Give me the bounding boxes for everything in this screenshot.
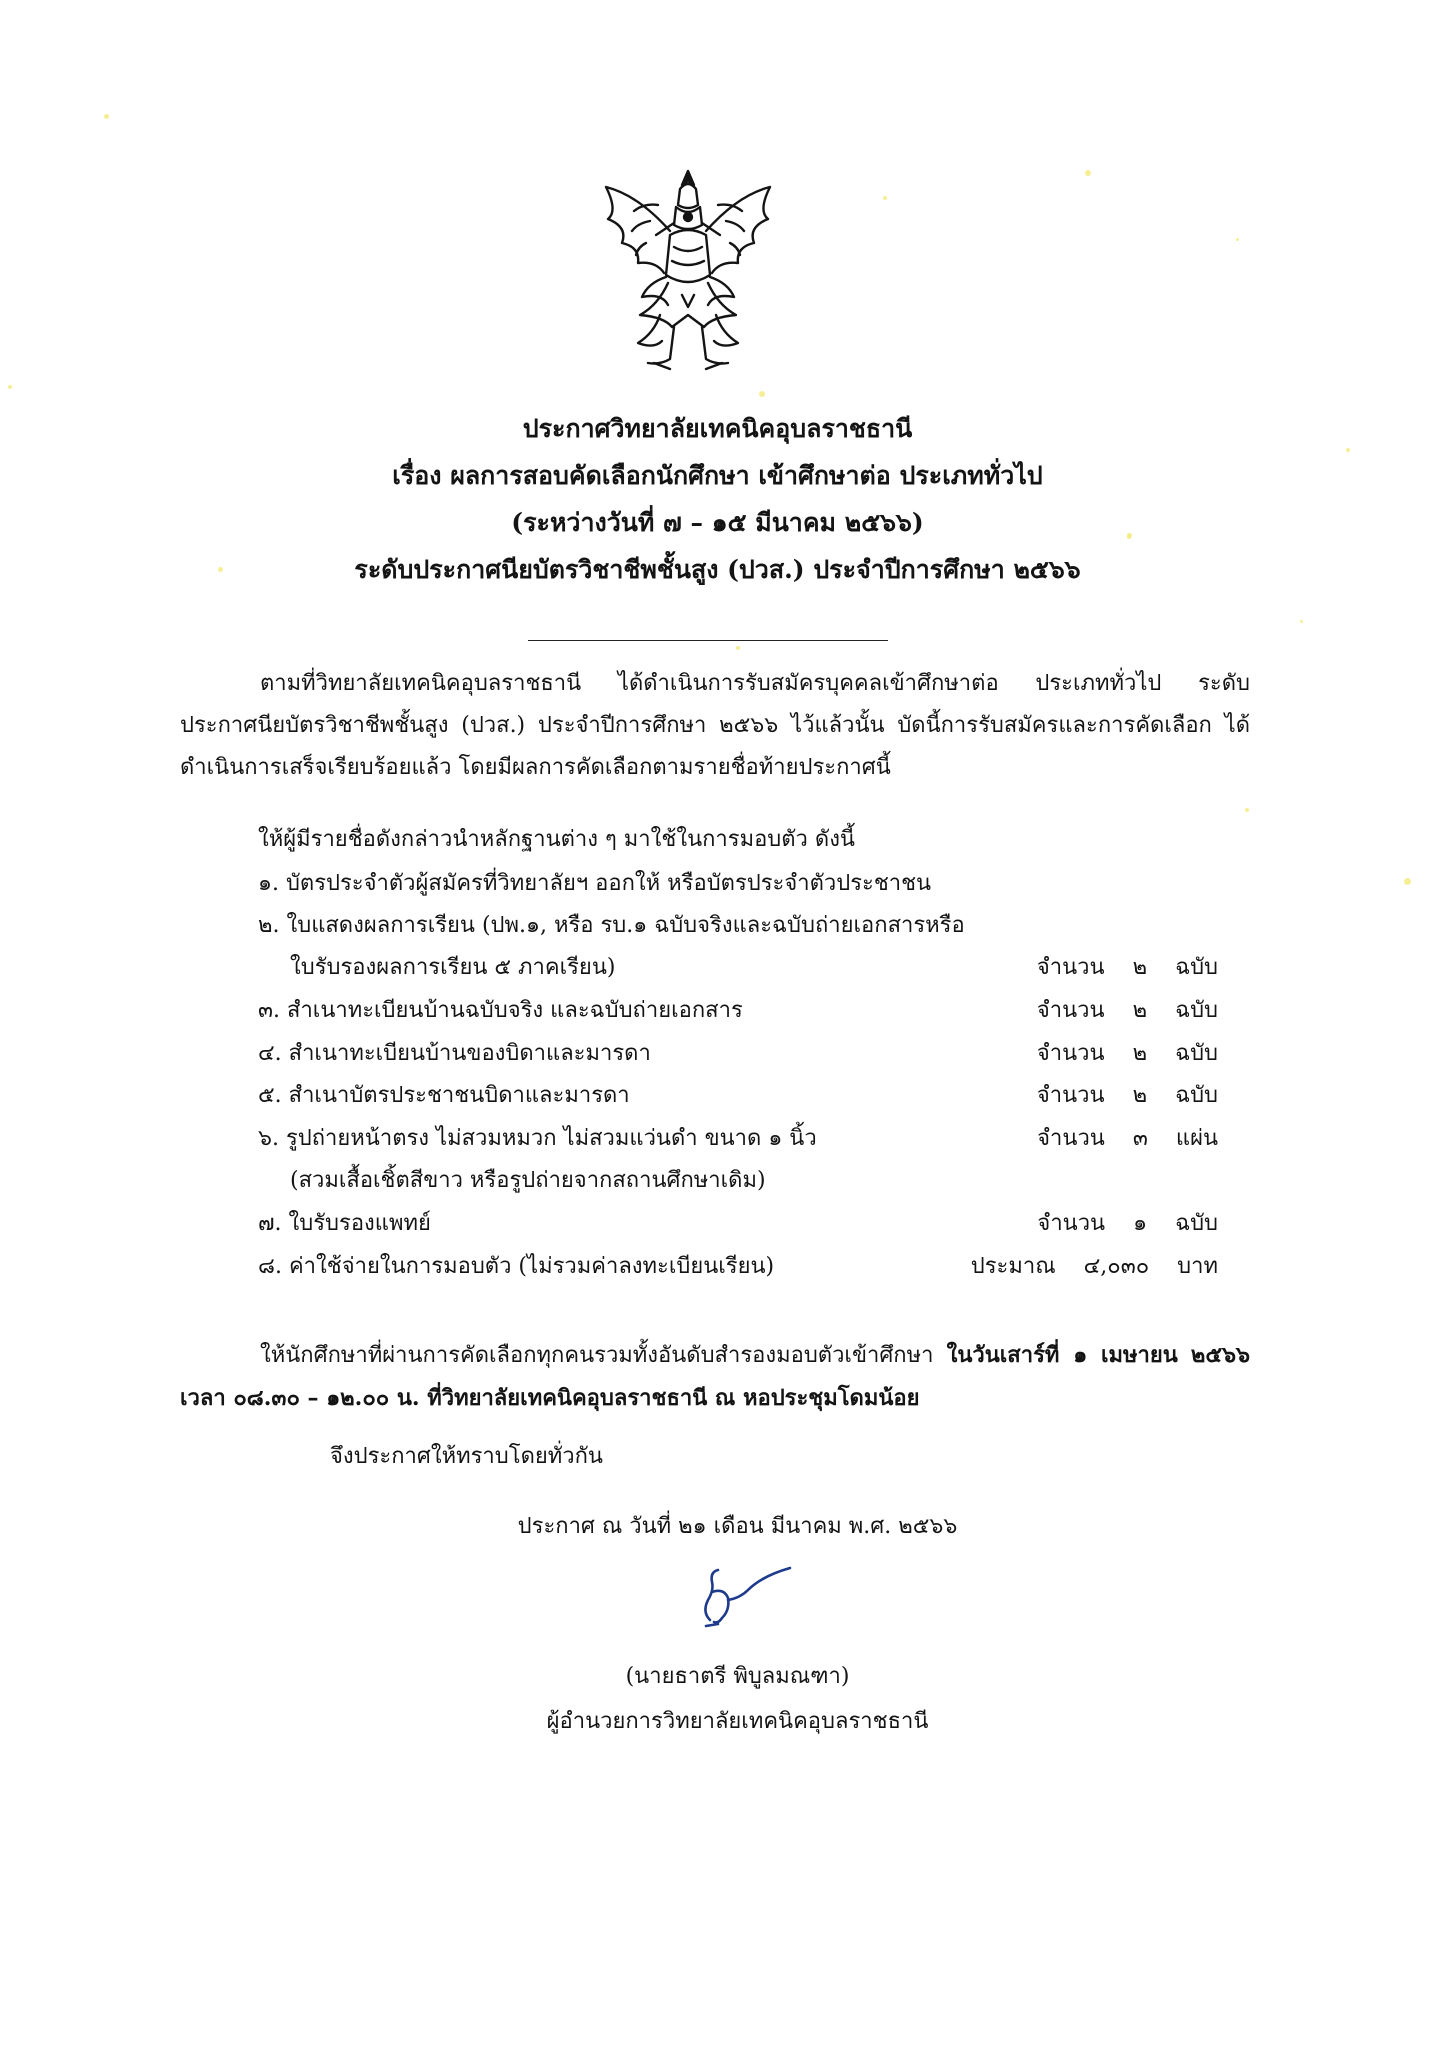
document-item (258, 1118, 1218, 1160)
signature-mark (688, 1560, 798, 1640)
reporting-instructions (180, 1334, 1250, 1420)
quantity-value: ๒ (1132, 998, 1148, 1023)
document-item (258, 947, 1218, 989)
quantity-unit: ฉบับ (1175, 998, 1218, 1023)
document-item-text: ๕. สำเนาบัตรประชาชนบิดาและมารดา (258, 1083, 630, 1108)
document-item-text: ๓. สำเนาทะเบียนบ้านฉบับจริง และฉบับถ่ายเอกสาร (258, 998, 743, 1023)
document-item (258, 1160, 1218, 1202)
quantity-unit: ฉบับ (1175, 1083, 1218, 1108)
title-line-subject: เรื่อง ผลการสอบคัดเลือกนักศึกษา เข้าศึกษาต่อ ประเภททั่วไป (392, 461, 1043, 490)
quantity-value: ๒ (1132, 955, 1148, 980)
quantity-value: ๓ (1132, 1126, 1148, 1151)
paper-speck (736, 646, 740, 650)
quantity-unit: บาท (1177, 1254, 1218, 1279)
document-item-quantity (1037, 1033, 1218, 1075)
document-item (258, 1075, 1218, 1117)
document-item (258, 1203, 1218, 1245)
document-item (258, 863, 1218, 905)
intro-paragraph: ตามที่วิทยาลัยเทคนิคอุบลราชธานี ได้ดำเนินการรับสมัครบุคคลเข้าศึกษาต่อ ประเภททั่วไป ระดับประกาศนียบัตรวิชาชีพชั้นสูง (ปวส.) ประจำปีการศึกษา ๒๕๖๖ ไว้แล้วนั้น บัดนี้การรับสมัครและการคัดเลือก ได้ดำเนินการเสร็จเรียบร้อยแล้ว โดยมีผลการคัดเลือกตามรายชื่อท้ายประกาศนี้ (180, 671, 1250, 780)
quantity-unit: ฉบับ (1175, 1041, 1218, 1066)
title-line-dates: (ระหว่างวันที่ ๗ – ๑๕ มีนาคม ๒๕๖๖) (511, 508, 924, 537)
document-item-text: (สวมเสื้อเชิ้ตสีขาว หรือรูปถ่ายจากสถานศึกษาเดิม) (290, 1168, 766, 1193)
quantity-label: จำนวน (1036, 955, 1105, 980)
announcement-title (0, 405, 1435, 593)
paper-speck (8, 385, 12, 389)
garuda-emblem-icon (598, 165, 778, 375)
document-item-quantity (1037, 990, 1218, 1032)
document-item-text: ใบรับรองผลการเรียน ๕ ภาคเรียน) (290, 955, 616, 980)
quantity-label: จำนวน (1036, 1083, 1105, 1108)
quantity-value: ๒ (1132, 1041, 1148, 1066)
document-item (258, 990, 1218, 1032)
paper-speck (1245, 808, 1249, 812)
document-item-text: ๘. ค่าใช้จ่ายในการมอบตัว (ไม่รวมค่าลงทะเบียนเรียน) (258, 1254, 775, 1279)
documents-list-intro: ให้ผู้มีรายชื่อดังกล่าวนำหลักฐานต่าง ๆ มาใช้ในการมอบตัว ดังนี้ (258, 827, 855, 852)
title-line-institution: ประกาศวิทยาลัยเทคนิคอุบลราชธานี (522, 414, 913, 443)
paper-speck (1085, 170, 1091, 176)
quantity-value: ๒ (1132, 1083, 1148, 1108)
reporting-time-place: ๒๕๖๖ เวลา ๐๘.๓๐ – ๑๒.๐๐ น. ที่วิทยาลัยเทคนิคอุบลราชธานี ณ หอประชุมโดมน้อย (180, 1342, 1250, 1411)
title-line-level: ระดับประกาศนียบัตรวิชาชีพชั้นสูง (ปวส.) ประจำปีการศึกษา ๒๕๖๖ (354, 555, 1081, 584)
quantity-label: ประมาณ (970, 1254, 1056, 1279)
document-item-quantity (1037, 947, 1218, 989)
document-item (258, 1033, 1218, 1075)
paper-speck (1404, 878, 1411, 885)
document-item-quantity (1037, 1075, 1218, 1117)
quantity-label: จำนวน (1037, 1126, 1105, 1151)
document-item-quantity (1037, 1203, 1218, 1245)
announcement-closing: จึงประกาศให้ทราบโดยทั่วกัน (330, 1444, 603, 1469)
document-item (258, 1246, 1218, 1288)
title-divider (528, 640, 888, 641)
document-item-quantity (1037, 1118, 1218, 1160)
signatory-title: ผู้อำนวยการวิทยาลัยเทคนิคอุบลราชธานี (546, 1709, 929, 1734)
quantity-value: ๔,๐๓๐ (1083, 1254, 1150, 1279)
quantity-unit: ฉบับ (1175, 1211, 1218, 1236)
document-item-text: ๔. สำเนาทะเบียนบ้านของบิดาและมารดา (258, 1041, 651, 1066)
document-item-text: ๖. รูปถ่ายหน้าตรง ไม่สวมหมวก ไม่สวมแว่นดำ ขนาด ๑ นิ้ว (258, 1126, 817, 1151)
quantity-unit: แผ่น (1175, 1126, 1218, 1151)
quantity-label: จำนวน (1037, 1211, 1106, 1236)
document-item-quantity (971, 1246, 1218, 1288)
paper-speck (1300, 620, 1303, 623)
paper-speck (759, 391, 765, 397)
quantity-label: จำนวน (1036, 998, 1105, 1023)
document-item (258, 905, 1218, 947)
document-item-text: ๒. ใบแสดงผลการเรียน (ปพ.๑, หรือ รบ.๑ ฉบับจริงและฉบับถ่ายเอกสารหรือ (258, 913, 965, 938)
document-item-text: ๑. บัตรประจำตัวผู้สมัครที่วิทยาลัยฯ ออกให้ หรือบัตรประจำตัวประชาชน (258, 871, 932, 896)
quantity-unit: ฉบับ (1175, 955, 1218, 980)
paper-speck (1236, 238, 1239, 241)
reporting-instructions-text: ให้นักศึกษาที่ผ่านการคัดเลือกทุกคนรวมทั้งอันดับสำรองมอบตัวเข้าศึกษา (260, 1343, 947, 1368)
document-item-text: ๗. ใบรับรองแพทย์ (258, 1211, 431, 1236)
quantity-label: จำนวน (1036, 1041, 1105, 1066)
paper-speck (104, 114, 109, 119)
signatory-name: (นายธาตรี พิบูลมณฑา) (625, 1664, 850, 1689)
announcement-date: ประกาศ ณ วันที่ ๒๑ เดือน มีนาคม พ.ศ. ๒๕๖๖ (517, 1514, 958, 1539)
reporting-date: ในวันเสาร์ที่ ๑ เมษายน (946, 1342, 1178, 1368)
paper-speck (883, 196, 887, 200)
quantity-value: ๑ (1133, 1211, 1148, 1236)
